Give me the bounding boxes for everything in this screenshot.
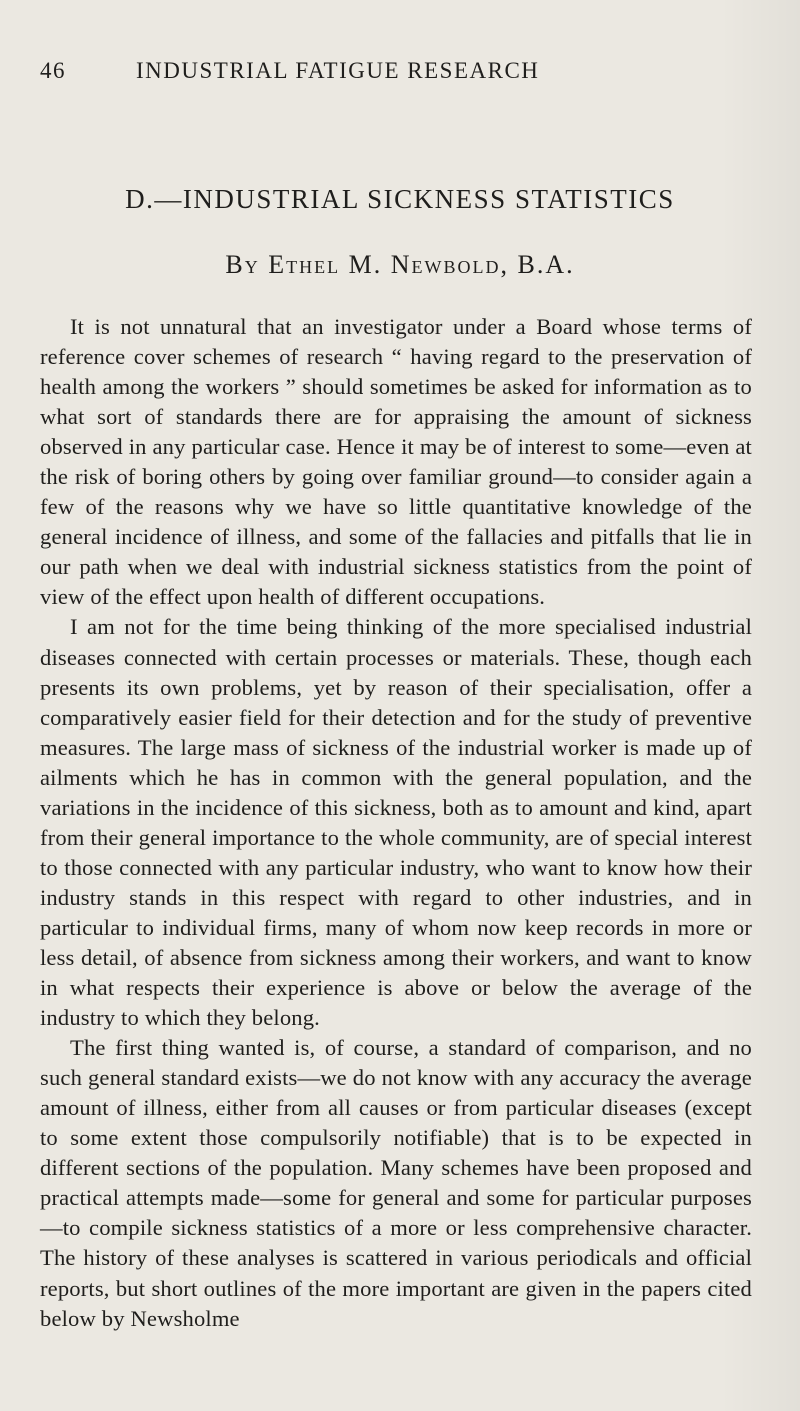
running-header [40, 58, 740, 84]
paragraph: The first thing wanted is, of course, a standard of comparison, and no such general standard exists—we do not know with any accuracy the average amount of illness, either from all causes or from particular diseases (except to some extent those compulsorily notifiable) that is to be expected in different sections of the population. Many schemes have been proposed and practical attempts made—some for general and some for particular purposes—to compile sickness statistics of a more or less comprehensive character. The history of these analyses is scattered in various periodicals and official reports, but short outlines of the more important are given in the papers cited below by Newsholme [40, 1035, 752, 1331]
section-title: D.—INDUSTRIAL SICKNESS STATISTICS [125, 184, 675, 214]
paragraph: I am not for the time being thinking of the more specialised industrial diseases connected with certain processes or materials. These, though each presents its own problems, yet by reason of their specialisation, offer a comparatively easier field for their detection and for the study of preventive measures. The large mass of sickness of the industrial worker is made up of ailments which he has in common with the general population, and the variations in the incidence of this sickness, both as to amount and kind, apart from their general importance to the whole community, are of special interest to those connected with any particular industry, who want to know how their industry stands in this respect with regard to other industries, and in particular to individual firms, many of whom now keep records in more or less detail, of absence from sickness among their workers, and want to know in what respects their experience is above or below the average of the industry to which they belong. [40, 614, 752, 1031]
paragraph: It is not unnatural that an investigator under a Board whose terms of reference cover schemes of research “ having regard to the preservation of health among the workers ” should sometimes be asked for information as to what sort of standards there are for appraising the amount of sickness observed in any particular case. Hence it may be of interest to some—even at the risk of boring others by going over familiar ground—to consider again a few of the reasons why we have so little quantitative knowledge of the general incidence of illness, and some of the fallacies and pitfalls that lie in our path when we deal with industrial sickness statistics from the point of view of the effect upon health of different occupations. [40, 314, 752, 610]
author-byline: By Ethel M. Newbold, B.A. [225, 250, 575, 279]
body-text [40, 312, 752, 1334]
running-title: INDUSTRIAL FATIGUE RESEARCH [136, 58, 540, 83]
page-number: 46 [40, 58, 66, 83]
